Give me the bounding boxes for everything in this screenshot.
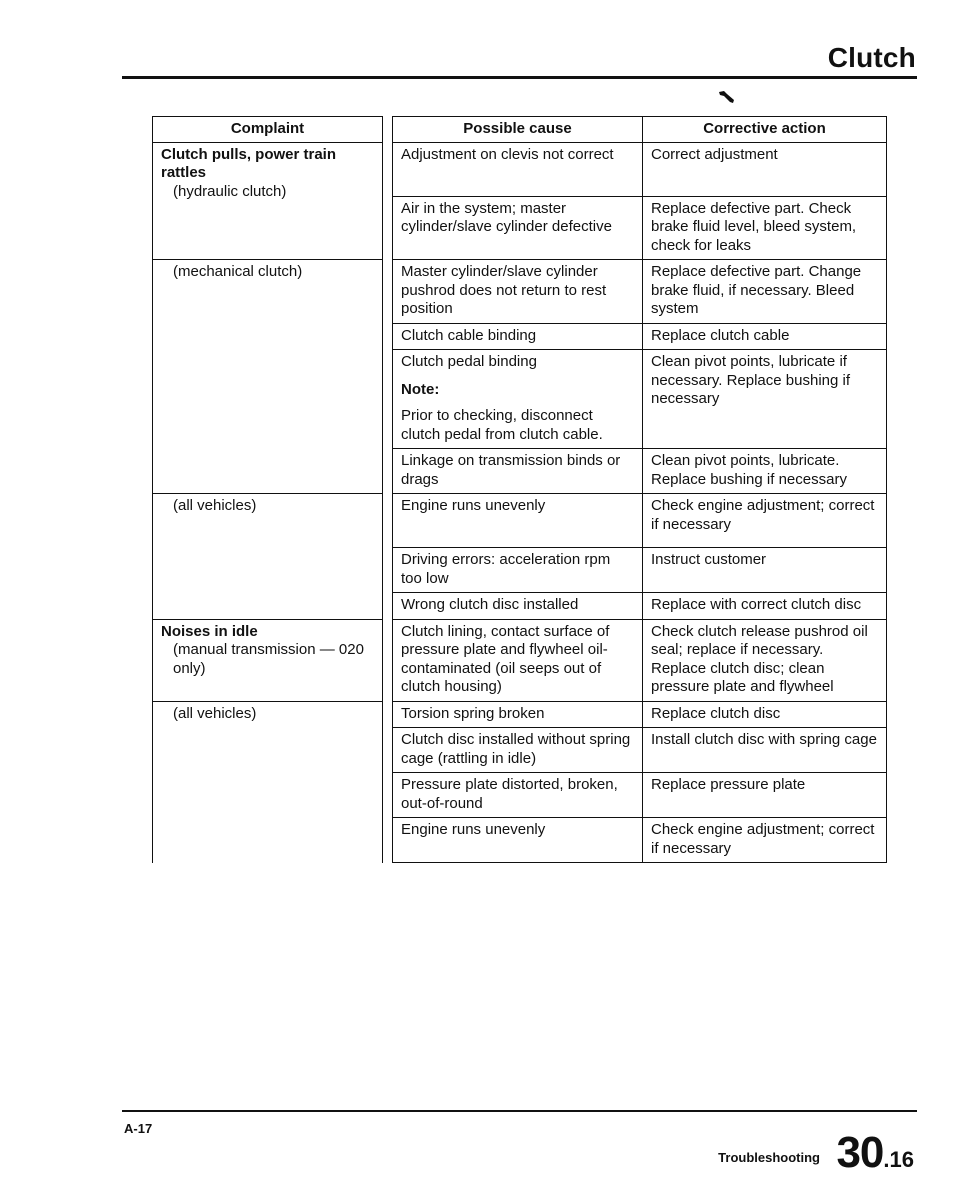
cause-cell: Pressure plate distorted, broken, out-of-round — [393, 773, 643, 818]
note-text: Prior to checking, disconnect clutch pedal from clutch cable. — [401, 407, 603, 443]
page-title: Clutch — [827, 42, 916, 73]
complaint-cell — [153, 260, 383, 494]
note-label: Note: — [401, 380, 440, 398]
cause-cell — [393, 350, 643, 449]
footer-page-code: A-17 — [124, 1121, 153, 1136]
complaint-cell — [153, 494, 383, 620]
cause-cell: Master cylinder/slave cylinder pushrod does not return to rest position — [393, 260, 643, 324]
column-gap — [383, 117, 393, 143]
action-cell: Instruct customer — [643, 548, 887, 593]
footer-page-number — [836, 1128, 914, 1178]
complaint-subtitle: (hydraulic clutch) — [173, 182, 287, 200]
cause-cell: Engine runs unevenly — [393, 494, 643, 548]
cause-cell: Air in the system; master cylinder/slave cylinder defective — [393, 196, 643, 260]
complaint-cell — [153, 619, 383, 701]
action-cell: Clean pivot points, lubricate. Replace bushing if necessary — [643, 449, 887, 494]
column-header-action: Corrective action — [643, 117, 887, 143]
action-cell: Replace pressure plate — [643, 773, 887, 818]
column-header-complaint: Complaint — [153, 117, 383, 143]
footer-rule — [122, 1110, 917, 1112]
table-row — [153, 142, 887, 196]
cause-cell: Clutch lining, contact surface of pressure plate and flywheel oil-contaminated (oil seeps out of clutch housing) — [393, 619, 643, 701]
column-gap — [383, 142, 393, 863]
table-header-row — [153, 117, 887, 143]
header-rule — [122, 76, 917, 79]
troubleshooting-table — [152, 116, 887, 863]
cause-cell: Torsion spring broken — [393, 701, 643, 728]
table-row — [153, 494, 887, 548]
wrench-icon — [718, 90, 736, 104]
footer-section-label: Troubleshooting — [718, 1150, 820, 1165]
action-cell: Correct adjustment — [643, 142, 887, 196]
cause-cell: Clutch disc installed without spring cage (rattling in idle) — [393, 728, 643, 773]
complaint-subtitle: (all vehicles) — [173, 497, 257, 514]
complaint-cell — [153, 142, 383, 260]
action-cell: Replace defective part. Change brake fluid, if necessary. Bleed system — [643, 260, 887, 324]
action-cell: Check engine adjustment; correct if necessary — [643, 818, 887, 863]
action-cell: Check engine adjustment; correct if necessary — [643, 494, 887, 548]
action-cell: Replace with correct clutch disc — [643, 593, 887, 620]
complaint-title: Noises in idle — [161, 622, 258, 640]
cause-cell: Driving errors: acceleration rpm too low — [393, 548, 643, 593]
action-cell: Clean pivot points, lubricate if necessary. Replace bushing if necessary — [643, 350, 887, 449]
cause-text: Clutch pedal binding — [401, 353, 537, 370]
page-number-major: 30 — [836, 1128, 884, 1177]
action-cell: Replace clutch cable — [643, 323, 887, 350]
action-cell: Install clutch disc with spring cage — [643, 728, 887, 773]
action-cell: Check clutch release pushrod oil seal; replace if necessary. Replace clutch disc; clean pressure plate and flywheel — [643, 619, 887, 701]
action-cell: Replace defective part. Check brake fluid level, bleed system, check for leaks — [643, 196, 887, 260]
table-row — [153, 260, 887, 324]
complaint-title: Clutch pulls, power train rattles — [161, 145, 337, 181]
complaint-subtitle: (manual transmission — 020 only) — [173, 641, 364, 677]
table-row — [153, 701, 887, 728]
table-row — [153, 619, 887, 701]
complaint-subtitle: (mechanical clutch) — [173, 263, 303, 280]
cause-cell: Clutch cable binding — [393, 323, 643, 350]
column-header-cause: Possible cause — [393, 117, 643, 143]
cause-cell: Engine runs unevenly — [393, 818, 643, 863]
cause-cell: Linkage on transmission binds or drags — [393, 449, 643, 494]
cause-cell: Adjustment on clevis not correct — [393, 142, 643, 196]
complaint-subtitle: (all vehicles) — [173, 704, 257, 722]
cause-cell: Wrong clutch disc installed — [393, 593, 643, 620]
complaint-cell — [153, 701, 383, 863]
page-number-minor: .16 — [883, 1147, 914, 1172]
action-cell: Replace clutch disc — [643, 701, 887, 728]
